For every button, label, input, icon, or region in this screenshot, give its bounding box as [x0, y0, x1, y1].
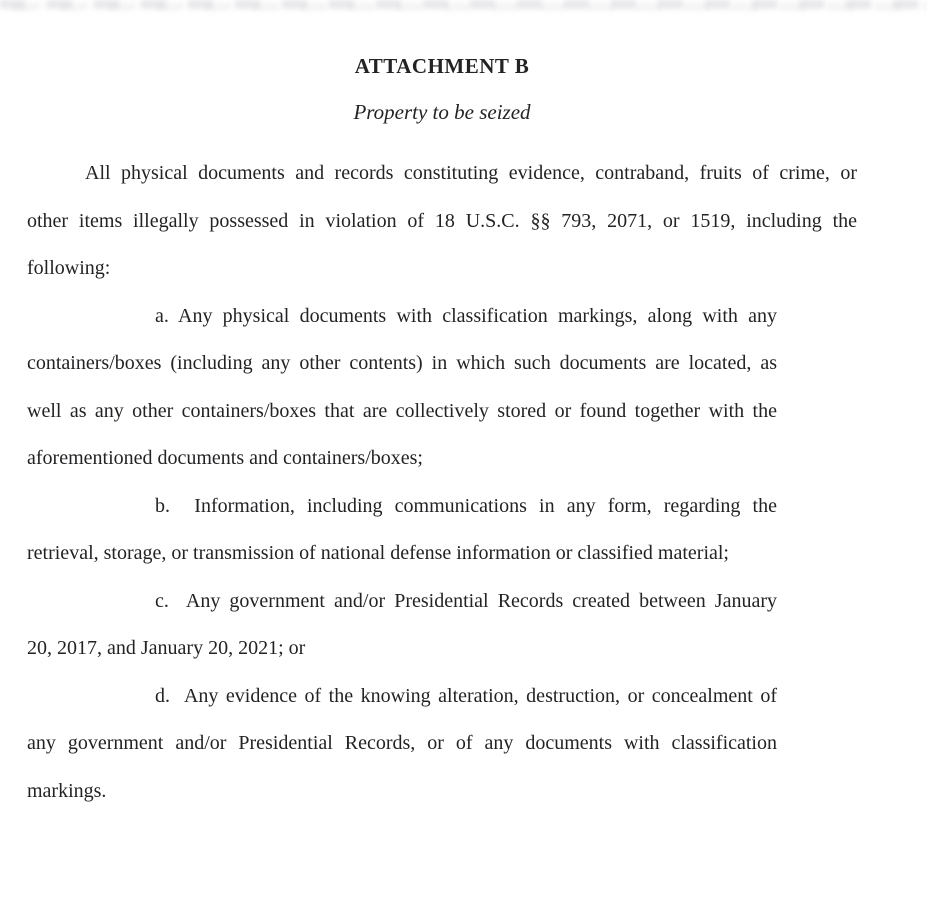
item-a-paragraph [27, 293, 777, 483]
text-line: All physical documents and records constituting evidence, contraband, fruits of crime, or [85, 162, 857, 184]
intro-paragraph [27, 150, 857, 293]
text-line: any government and/or Presidential Records, or of any documents with classification [27, 732, 777, 754]
text-line: a. Any physical documents with classification markings, along with any [155, 304, 777, 327]
text-line: markings. [27, 779, 107, 802]
item-b-paragraph [27, 483, 777, 578]
document-body [27, 0, 857, 815]
text-line: c. Any government and/or Presidential Records created between January [155, 589, 777, 612]
text-line: following: [27, 257, 111, 279]
text-line: other items illegally possessed in violation of 18 U.S.C. §§ 793, 2071, or 1519, including the [27, 209, 857, 232]
attachment-title: ATTACHMENT B [354, 54, 530, 78]
item-c-paragraph [27, 578, 777, 673]
text-line: retrieval, storage, or transmission of national defense information or classified material; [27, 542, 729, 564]
item-d-paragraph [27, 673, 777, 816]
text-line: well as any other containers/boxes that are collectively stored or found together with the [27, 399, 777, 422]
text-line: b. Information, including communications in any form, regarding the [155, 494, 777, 517]
text-line: 20, 2017, and January 20, 2021; or [27, 637, 306, 659]
text-line: containers/boxes (including any other contents) in which such documents are located, as [27, 352, 777, 374]
text-line: d. Any evidence of the knowing alteration, destruction, or concealment of [155, 684, 777, 707]
text-line: aforementioned documents and containers/boxes; [27, 447, 423, 469]
property-to-be-seized-subtitle: Property to be seized [353, 100, 531, 124]
